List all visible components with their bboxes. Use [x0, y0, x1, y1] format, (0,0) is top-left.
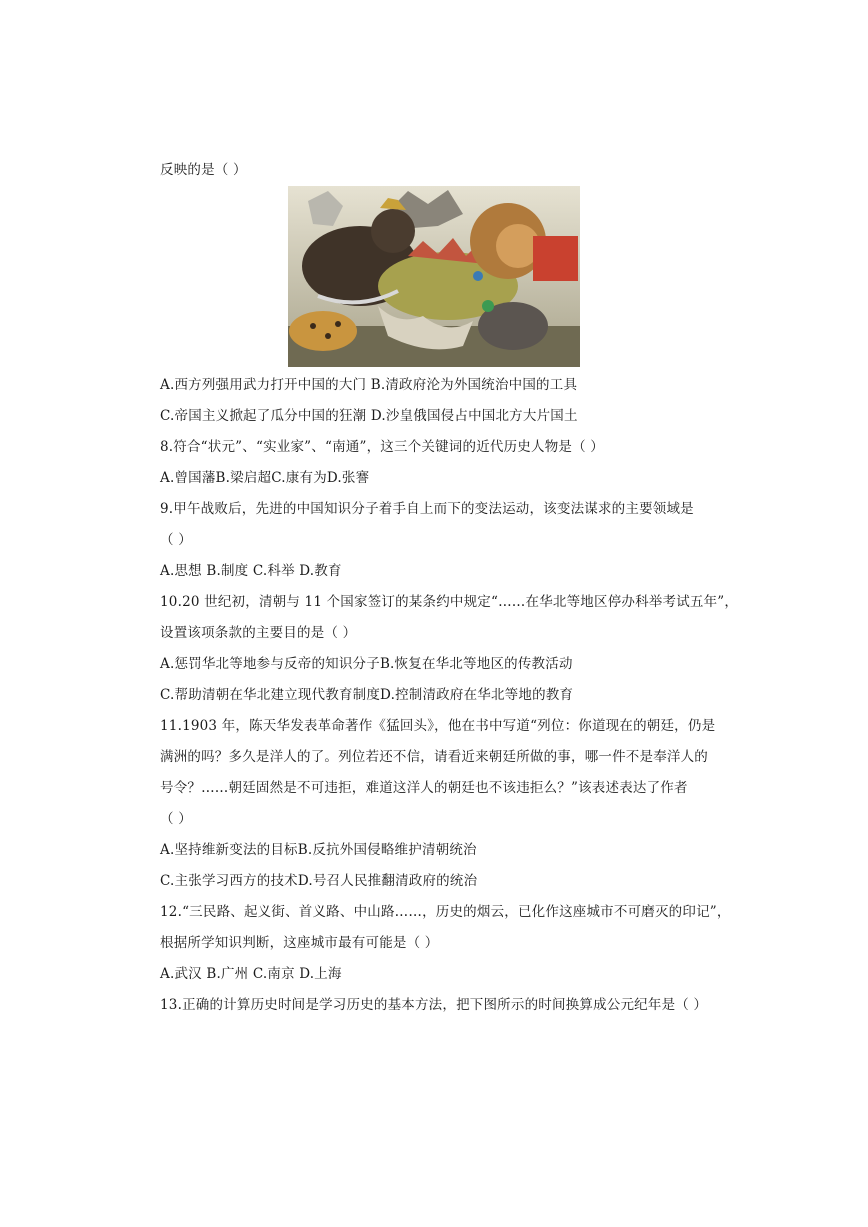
q12-options: A.武汉 B.广州 C.南京 D.上海 — [160, 966, 342, 982]
q8-options: A.曾国藩B.梁启超C.康有为D.张謇 — [160, 470, 370, 486]
q11-stem: 11.1903 年，陈天华发表革命著作《猛回头》，他在书中写道“列位：你道现在的朝廷，仍是 — [160, 718, 716, 734]
q13-stem: 13.正确的计算历史时间是学习历史的基本方法，把下图所示的时间换算成公元纪年是（ ） — [160, 997, 708, 1013]
q11-options-cd: C.主张学习西方的技术D.号召人民推翻清政府的统治 — [160, 873, 478, 889]
q7-stem-end: 反映的是（ ） — [160, 162, 247, 178]
q11-options-ab: A.坚持维新变法的目标B.反抗外国侵略维护清朝统治 — [160, 842, 477, 858]
q11-stem-cont-1: 满洲的吗？多久是洋人的了。列位若还不信，请看近来朝廷所做的事，哪一件不是奉洋人的 — [160, 749, 708, 765]
cartoon-illustration — [288, 186, 580, 367]
q8-stem: 8.符合“状元”、“实业家”、“南通”，这三个关键词的近代历史人物是（ ） — [160, 439, 604, 455]
q9-stem-blank: （ ） — [160, 532, 192, 548]
q11-stem-cont-2: 号令？……朝廷固然是不可违拒，难道这洋人的朝廷也不该违拒么？”该表述表达了作者 — [160, 780, 688, 796]
q10-stem-cont: 设置该项条款的主要目的是（ ） — [160, 625, 357, 641]
partition-of-china-cartoon — [288, 186, 580, 367]
q7-options-cd: C.帝国主义掀起了瓜分中国的狂潮 D.沙皇俄国侵占中国北方大片国土 — [160, 408, 578, 424]
q11-stem-blank: （ ） — [160, 811, 192, 827]
q9-options: A.思想 B.制度 C.科举 D.教育 — [160, 563, 342, 579]
q12-stem-cont: 根据所学知识判断，这座城市最有可能是（ ） — [160, 935, 439, 951]
q12-stem: 12.“三民路、起义街、首义路、中山路……，历史的烟云，已化作这座城市不可磨灭的印记”， — [160, 904, 731, 920]
q9-stem: 9.甲午战败后，先进的中国知识分子着手自上而下的变法运动，该变法谋求的主要领域是 — [160, 501, 694, 517]
q10-options-ab: A.惩罚华北等地参与反帝的知识分子B.恢复在华北等地区的传教活动 — [160, 656, 573, 672]
q10-options-cd: C.帮助清朝在华北建立现代教育制度D.控制清政府在华北等地的教育 — [160, 687, 574, 703]
q7-options-ab: A.西方列强用武力打开中国的大门 B.清政府沦为外国统治中国的工具 — [160, 377, 578, 393]
q10-stem: 10.20 世纪初，清朝与 11 个国家签订的某条约中规定“……在华北等地区停办科举考试五年”， — [160, 594, 739, 610]
